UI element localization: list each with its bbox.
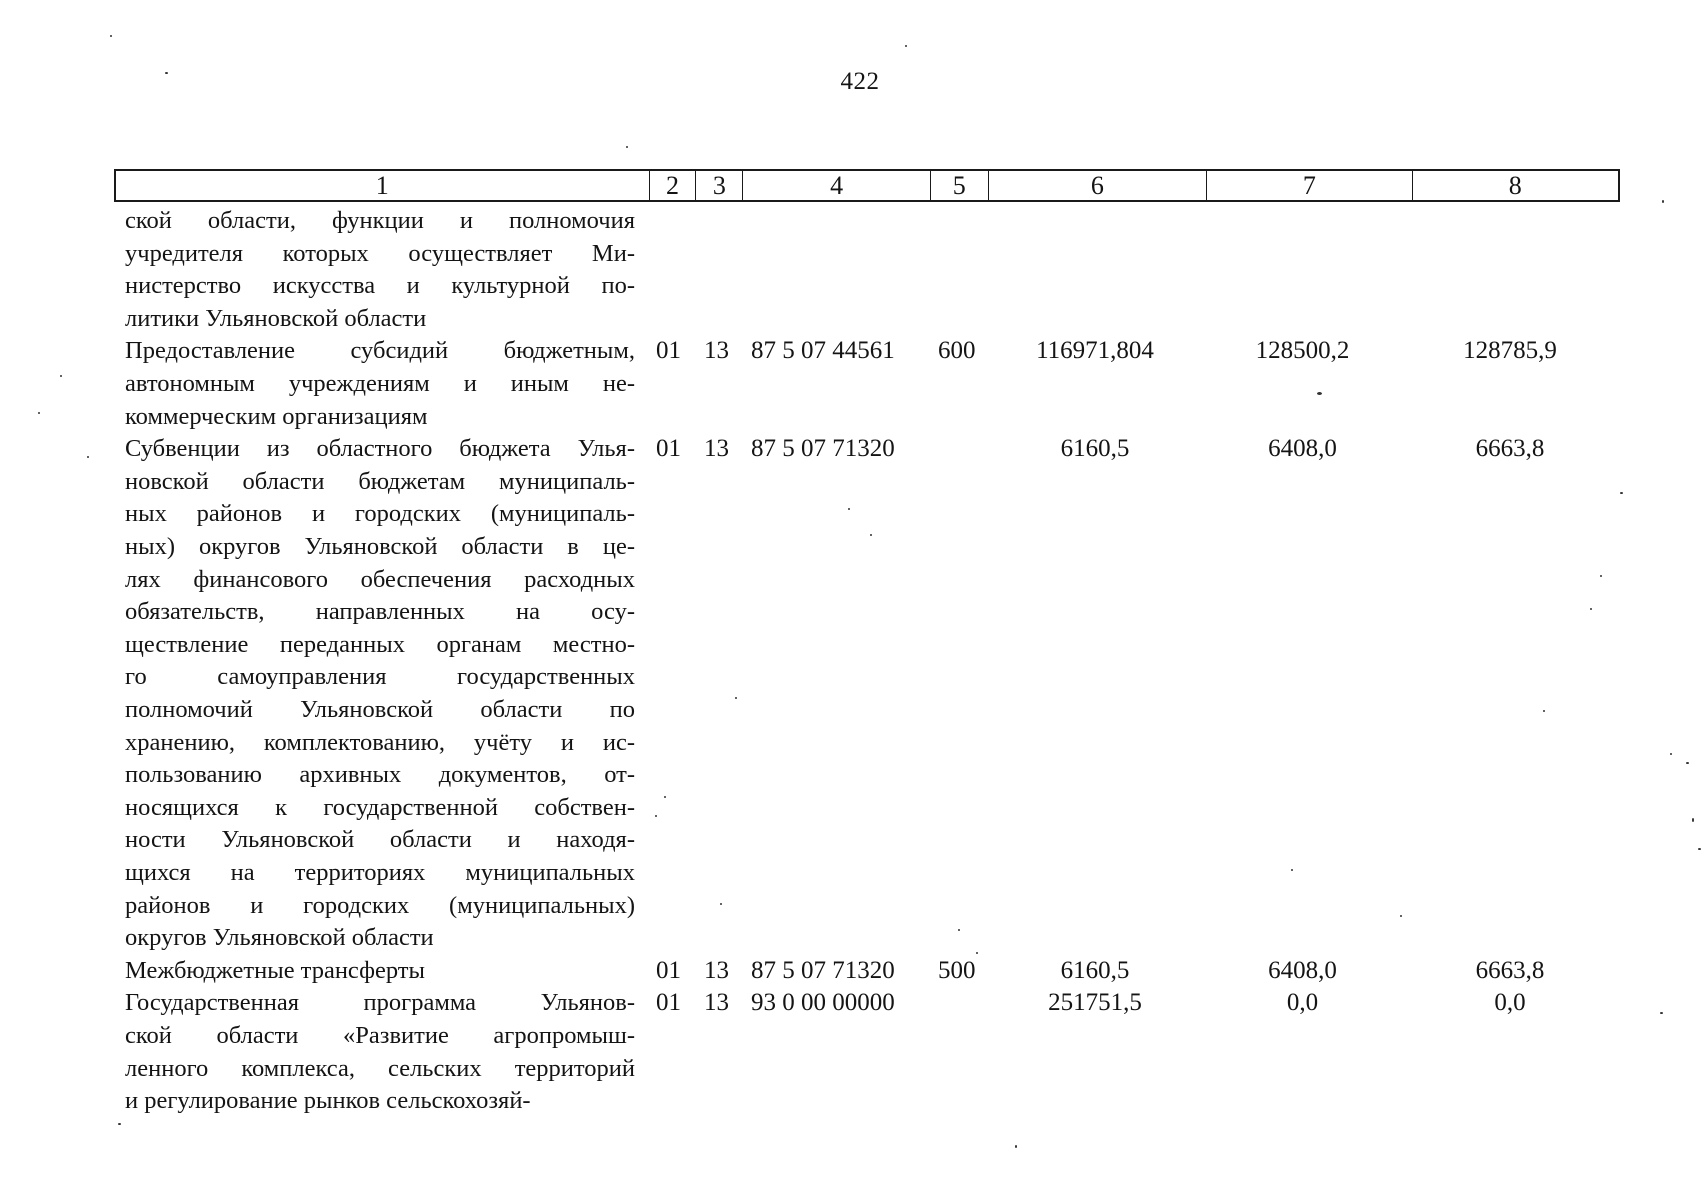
row-description: [125, 335, 635, 433]
cell-col-7: 6408,0: [1268, 956, 1337, 984]
column-header-3: 3: [696, 171, 743, 200]
description-line: округов Ульяновской области: [125, 924, 434, 952]
description-line: ности Ульяновской области и находя-: [125, 826, 635, 854]
description-line: хранению, комплектованию, учёту и ис-: [125, 728, 635, 756]
cell-col-3: 13: [704, 435, 729, 463]
scan-speck: [1670, 753, 1672, 755]
description-line: ных районов и городских (муниципаль-: [125, 500, 635, 528]
cell-col-2: 01: [656, 989, 681, 1017]
scan-speck: [118, 1123, 121, 1125]
column-header-6: 6: [989, 171, 1207, 200]
scan-speck: [38, 412, 40, 414]
scan-speck: [1590, 608, 1592, 610]
scan-speck: [1698, 848, 1701, 850]
cell-col-4: 87 5 07 71320: [751, 956, 895, 984]
cell-col-2: 01: [656, 337, 681, 365]
scan-speck: [1543, 710, 1545, 712]
cell-col-8: 6663,8: [1475, 956, 1545, 984]
cell-col-7: 0,0: [1286, 989, 1319, 1017]
column-header-2: 2: [650, 171, 697, 200]
cell-col-5: 600: [938, 337, 976, 365]
description-line: и регулирование рынков сельскохозяй-: [125, 1087, 531, 1115]
scan-speck: [848, 508, 850, 510]
description-line: коммерческим организациям: [125, 402, 428, 430]
description-line: носящихся к государственной собствен-: [125, 793, 635, 821]
scan-speck: [1600, 575, 1602, 577]
scan-speck: [664, 796, 666, 798]
description-line: литики Ульяновской области: [125, 304, 427, 332]
cell-col-6: 6160,5: [1060, 435, 1130, 463]
description-line: нистерство искусства и культурной по-: [125, 272, 635, 300]
scan-speck: [1620, 492, 1623, 494]
cell-col-8: 6663,8: [1475, 435, 1545, 463]
cell-col-8: 0,0: [1494, 989, 1526, 1017]
row-description: [125, 205, 635, 335]
description-line: Государственная программа Ульянов-: [125, 989, 635, 1017]
description-line: новской области бюджетам муниципаль-: [125, 467, 635, 495]
cell-col-5: 500: [938, 956, 976, 984]
cell-col-2: 01: [656, 435, 681, 463]
description-line: щихся на территориях муниципальных: [125, 858, 635, 886]
scan-speck: [1015, 1145, 1017, 1148]
cell-col-3: 13: [704, 989, 729, 1017]
cell-col-6: 116971,804: [1036, 337, 1154, 365]
cell-col-6: 251751,5: [1048, 989, 1142, 1017]
scan-speck: [1660, 1012, 1663, 1014]
scan-speck: [976, 952, 978, 954]
row-description: [125, 987, 635, 1117]
cell-col-6: 6160,5: [1060, 956, 1130, 984]
description-line: районов и городских (муниципальных): [125, 891, 635, 919]
cell-col-8: 128785,9: [1463, 337, 1557, 365]
description-line: учредителя которых осуществляет Ми-: [125, 239, 635, 267]
cell-col-4: 87 5 07 71320: [751, 435, 895, 463]
cell-col-7: 128500,2: [1255, 337, 1350, 365]
scan-speck: [1291, 869, 1293, 871]
cell-col-4: 93 0 00 00000: [751, 989, 895, 1017]
description-line: пользованию архивных документов, от-: [125, 761, 635, 789]
cell-col-3: 13: [704, 956, 729, 984]
description-line: обязательств, направленных на осу-: [125, 598, 635, 626]
scan-speck: [165, 72, 168, 74]
description-line: ществление переданных органам местно-: [125, 630, 635, 658]
scan-speck: [60, 375, 62, 377]
description-line: ской области «Развитие агропромыш-: [125, 1021, 635, 1049]
scan-speck: [958, 929, 960, 931]
scan-speck: [870, 534, 872, 536]
scan-speck: [626, 146, 628, 148]
scan-speck: [655, 815, 657, 817]
scan-speck: [735, 697, 737, 699]
scan-speck: [87, 456, 89, 458]
column-header-1: 1: [116, 171, 650, 200]
scan-speck: [1692, 818, 1694, 822]
description-line: го самоуправления государственных: [125, 663, 635, 691]
cell-col-4: 87 5 07 44561: [751, 337, 895, 365]
scan-speck: [720, 903, 722, 905]
column-header-5: 5: [931, 171, 989, 200]
description-line: лях финансового обеспечения расходных: [125, 565, 635, 593]
description-line: полномочий Ульяновской области по: [125, 695, 635, 723]
scan-speck: [1662, 200, 1664, 203]
cell-col-3: 13: [704, 337, 729, 365]
row-description: [125, 433, 635, 955]
description-line: ных) округов Ульяновской области в це-: [125, 532, 635, 560]
cell-col-2: 01: [656, 956, 681, 984]
page-number: 422: [840, 68, 880, 95]
description-line: Субвенции из областного бюджета Улья-: [125, 435, 635, 463]
description-line: ленного комплекса, сельских территорий: [125, 1054, 635, 1082]
description-line: Предоставление субсидий бюджетным,: [125, 337, 635, 365]
column-header-8: 8: [1508, 171, 1522, 200]
scan-speck: [905, 45, 907, 47]
cell-col-7: 6408,0: [1268, 435, 1337, 463]
description-line: Межбюджетные трансферты: [125, 956, 425, 984]
scan-speck: [1400, 915, 1402, 917]
column-header-7: 7: [1207, 171, 1412, 200]
description-line: автономным учреждениям и иным не-: [125, 369, 635, 397]
description-line: ской области, функции и полномочия: [125, 207, 635, 234]
scan-speck: [1686, 762, 1689, 764]
column-number-header: [114, 169, 1620, 202]
scan-speck: [110, 35, 112, 37]
row-description: [125, 955, 635, 988]
scan-speck: [1317, 392, 1322, 395]
column-header-4: 4: [743, 171, 931, 200]
